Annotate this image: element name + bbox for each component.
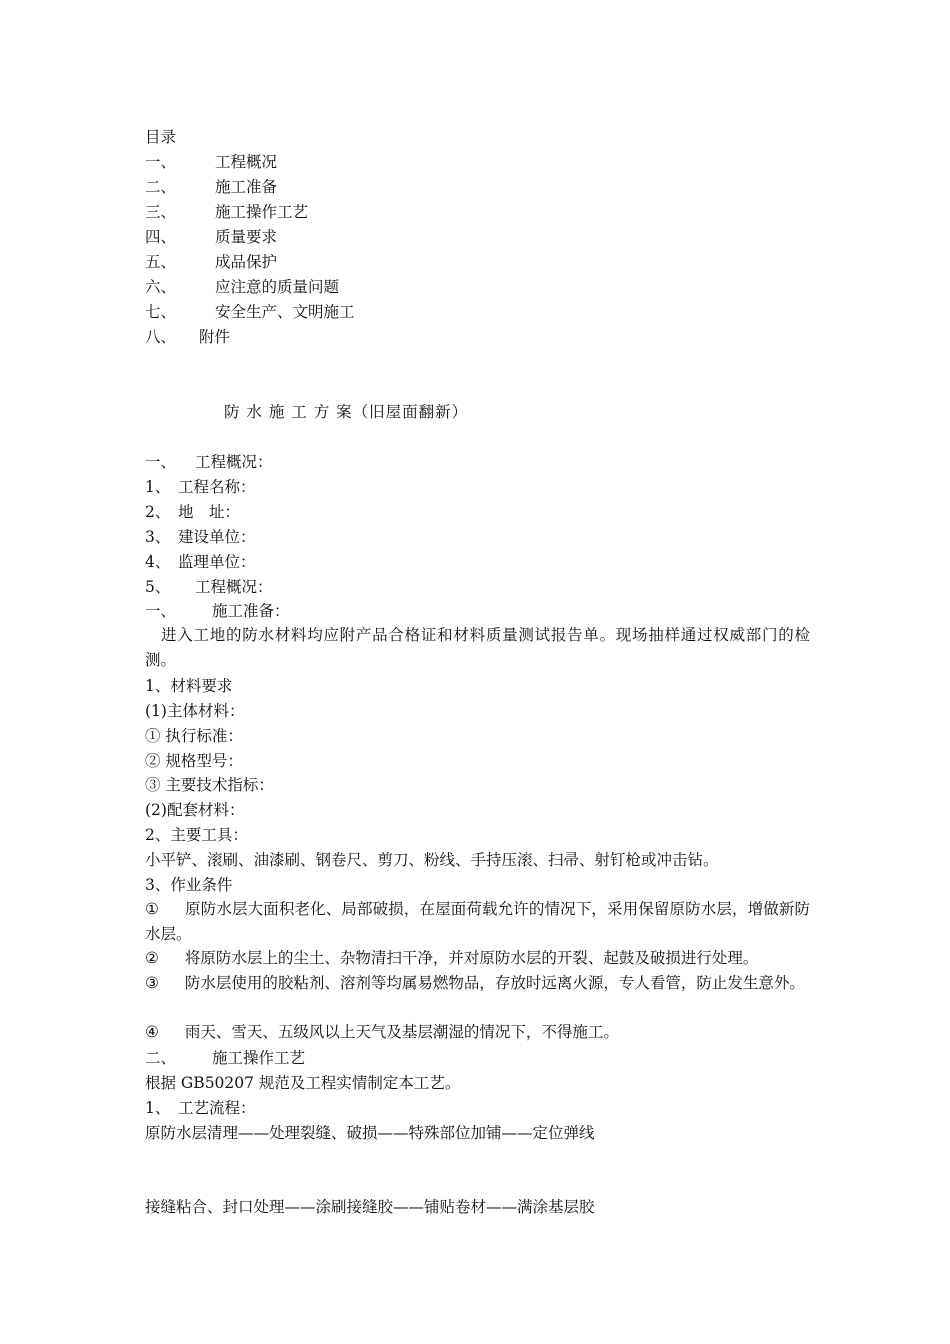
- toc-item-number: 六、: [145, 278, 177, 296]
- tech-index-label: ③ 主要技术指标：: [145, 776, 274, 794]
- spec-label: ② 规格型号：: [145, 752, 243, 770]
- toc-item-number: 三、: [145, 203, 177, 221]
- item-number: 1、: [145, 1099, 171, 1117]
- intro-paragraph: 进入工地的防水材料均应附产品合格证和材料质量测试报告单。现场抽样通过权威部门的检测。: [145, 626, 810, 669]
- document-title: 防 水 施 工 方 案（旧屋面翻新）: [224, 403, 469, 421]
- section-title: 施工准备：: [212, 602, 290, 620]
- item-number: 1、: [145, 478, 171, 496]
- aux-material-label: (2)配套材料：: [145, 801, 245, 819]
- condition-text: 防水层使用的胶粘剂、溶剂等均属易燃物品，存放时远离火源，专人看管，防止发生意外。: [184, 974, 805, 992]
- condition-item: [145, 1020, 810, 1045]
- toc-item-number: 一、: [145, 153, 177, 171]
- main-material-label: (1)主体材料：: [145, 702, 245, 720]
- item-label: 工程概况：: [195, 578, 273, 596]
- item-label: 地 址：: [178, 503, 241, 521]
- toc-item-label: 应注意的质量问题: [215, 278, 340, 296]
- toc-item-label: 附件: [199, 328, 231, 346]
- toc-item-label: 安全生产、文明施工: [215, 303, 355, 321]
- toc-item-label: 质量要求: [215, 228, 278, 246]
- item-number: 4、: [145, 553, 171, 571]
- item-label: 监理单位：: [178, 553, 256, 571]
- section-title: 工程概况：: [195, 453, 273, 471]
- toc-item-number: 四、: [145, 228, 177, 246]
- process-basis: 根据 GB50207 规范及工程实情制定本工艺。: [145, 1074, 461, 1092]
- standard-label: ① 执行标准：: [145, 727, 243, 745]
- subheading-tools: 2、主要工具：: [145, 826, 248, 844]
- condition-item: [145, 946, 810, 971]
- condition-text: 雨天、雪天、五级风以上天气及基层潮湿的情况下，不得施工。: [184, 1023, 619, 1041]
- process-flow-line: 接缝粘合、封口处理——涂刷接缝胶——铺贴卷材——满涂基层胶: [145, 1198, 595, 1216]
- subheading-conditions: 3、作业条件: [145, 876, 233, 894]
- section-number: 一、: [145, 453, 177, 471]
- item-number: 3、: [145, 528, 171, 546]
- section-title: 施工操作工艺: [212, 1049, 306, 1067]
- item-number: 2、: [145, 503, 171, 521]
- toc-item-number: 八、: [145, 328, 177, 346]
- condition-item: [145, 897, 810, 947]
- toc-item-number: 七、: [145, 303, 177, 321]
- condition-number: ④: [145, 1023, 159, 1041]
- process-flow-line: 原防水层清理——处理裂缝、破损——特殊部位加铺——定位弹线: [145, 1124, 595, 1142]
- condition-item: [145, 971, 810, 996]
- condition-text: 原防水层大面积老化、局部破损，在屋面荷载允许的情况下，采用保留原防水层，增做新防水层。: [145, 900, 810, 943]
- item-label: 工程名称：: [178, 478, 256, 496]
- condition-text: 将原防水层上的尘土、杂物清扫干净，并对原防水层的开裂、起鼓及破损进行处理。: [184, 949, 759, 967]
- condition-number: ③: [145, 974, 159, 992]
- toc-heading: 目录: [145, 128, 177, 146]
- toc-item-number: 五、: [145, 253, 177, 271]
- item-label: 工艺流程：: [178, 1099, 256, 1117]
- toc-item-label: 工程概况: [215, 153, 278, 171]
- item-number: 5、: [145, 578, 171, 596]
- toc-item-label: 施工操作工艺: [215, 203, 309, 221]
- tools-list: 小平铲、滚刷、油漆刷、钢卷尺、剪刀、粉线、手持压滚、扫帚、射钉枪或冲击钻。: [145, 851, 719, 869]
- section-number: 二、: [145, 1049, 177, 1067]
- toc-item-label: 施工准备: [215, 178, 278, 196]
- condition-number: ①: [145, 900, 160, 918]
- section-number: 一、: [145, 602, 177, 620]
- toc-item-number: 二、: [145, 178, 177, 196]
- condition-number: ②: [145, 949, 159, 967]
- subheading-materials: 1、材料要求: [145, 677, 233, 695]
- toc-item-label: 成品保护: [215, 253, 278, 271]
- item-label: 建设单位：: [178, 528, 256, 546]
